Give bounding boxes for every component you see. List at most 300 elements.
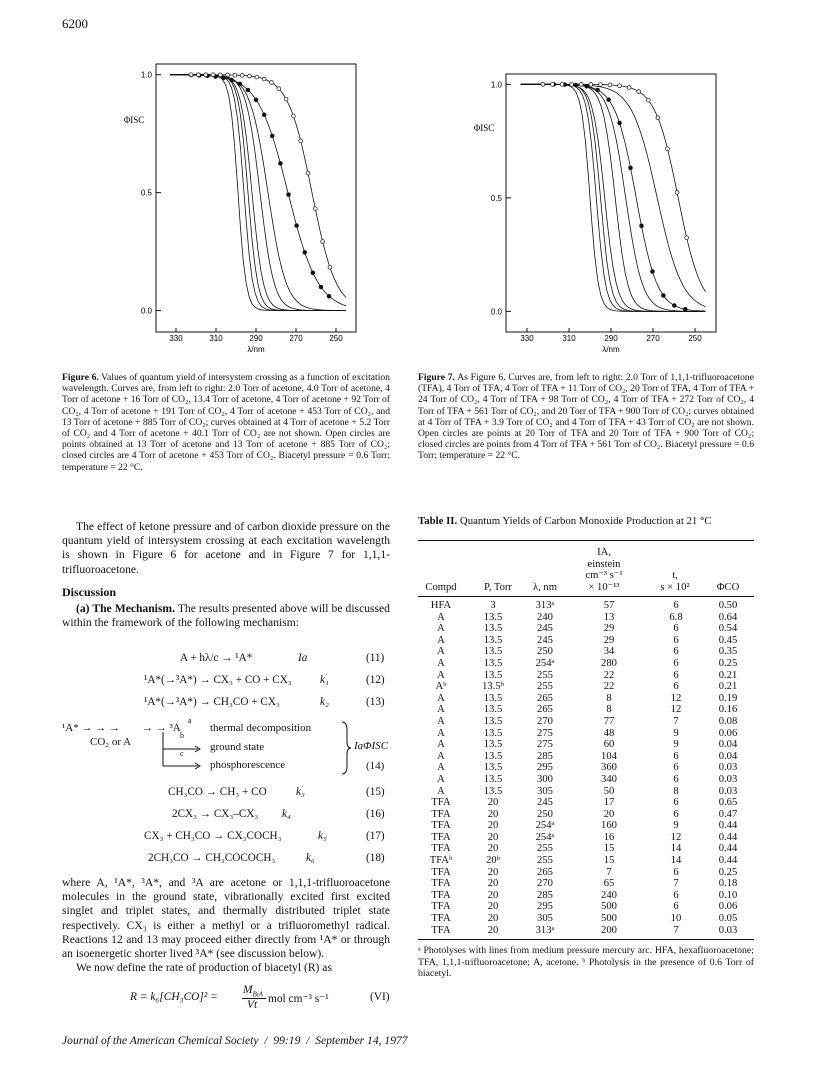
table-cell: TFA (431, 831, 451, 843)
open-circle-point (306, 171, 310, 175)
eq-number-17: (17) (366, 830, 385, 842)
eq-number-18: (18) (366, 852, 385, 864)
table-row (418, 901, 754, 913)
table-header-wavelength: λ, nm (533, 582, 557, 593)
table-cell: 0.25 (718, 866, 738, 878)
table-cell: 7 (606, 866, 612, 878)
table-cell: 13.5 (483, 692, 503, 704)
figure-7-caption-text: As Figure 6. Curves are, from left to right: 2.0 Torr of 1,1,1-trifluoroacetone (TFA), 4 Torr of TFA, 4 Torr of TFA + 11 Torr of CO₂, 20 Torr of TFA, 4 Torr of TFA + 24 Torr of CO₂, 4 Torr of TFA + 98 Torr of CO₂, 4 Torr of TFA + 272 Torr of CO₂, 4 Torr of TFA + 561 Torr of CO₂, and 20 Torr of TFA + 900 Torr of CO₂; curves obtained at 4 Torr of TFA + 3.9 Torr of CO₂ and 4 Torr of TFA + 43 Torr of CO₂ are not shown. Open circles are points at 20 Torr of TFA and 20 Torr of TFA + 900 Torr of CO₂; closed circles are points from 4 Torr of TFA + 561 Torr of CO₂. Biacetyl pressure = 0.6 Torr; temperature = 22 °C. (418, 372, 754, 462)
table-cell: 12 (670, 831, 682, 843)
table-cell: TFAᵇ (429, 855, 453, 867)
table-cell: 50 (603, 785, 615, 797)
table-cell: 13.5 (483, 785, 503, 797)
table-cell: 6 (673, 797, 679, 809)
eq-number-11: (11) (366, 652, 385, 664)
table-cell: A (437, 785, 445, 797)
table-cell: 0.65 (718, 797, 738, 809)
rate-18: k₆ (306, 852, 315, 864)
table-cell: 13.5 (483, 657, 503, 669)
closed-circle-point (278, 161, 282, 165)
table-header-IA: IA, einstein cm⁻³ s⁻¹ × 10⁻¹³ (585, 547, 623, 593)
table-header-phico: ΦCO (716, 582, 740, 593)
table-cell: 0.05 (718, 913, 738, 925)
table-row (418, 843, 754, 855)
table-row (418, 890, 754, 902)
table-row (418, 658, 754, 670)
intro-paragraph: The effect of ketone pressure and of carbon dioxide pressure on the quantum yield of intersystem crossing at each excitation wavelength is shown in Figure 6 for acetone and in Figure 7 for 1,1,1-trifluoroacetone. (62, 520, 390, 576)
open-circle-point (321, 240, 325, 244)
table-cell: 0.44 (718, 843, 738, 855)
curve-line (521, 84, 706, 311)
table-cell: 6 (673, 657, 679, 669)
table-cell: 160 (601, 820, 617, 832)
table-cell: 0.25 (718, 657, 738, 669)
open-circle-point (328, 265, 332, 269)
table-title-text: Quantum Yields of Carbon Monoxide Production at 21 °C (459, 515, 712, 527)
closed-circle-point (618, 121, 622, 125)
table-header-t: t, s × 10² (660, 570, 690, 593)
intro-section (62, 520, 390, 577)
table-cell: TFA (431, 797, 451, 809)
open-circle-point (675, 190, 679, 194)
figure-6 (118, 58, 368, 364)
open-circle-point (262, 77, 266, 81)
table-cell: 20 (487, 913, 499, 925)
table-cell: 20 (487, 797, 499, 809)
table-cell: 20 (487, 866, 499, 878)
table-row (418, 704, 754, 716)
table-cell: 0.03 (718, 785, 738, 797)
y-tick-label: 0.5 (490, 193, 502, 203)
table-cell: 295 (537, 901, 553, 913)
closed-circle-point (629, 166, 633, 170)
mechanism-text: The results presented above will be discussed within the framework of the following mechanism: (62, 602, 390, 630)
table-row (418, 925, 754, 937)
table-cell: 254ᵃ (535, 820, 555, 832)
table-cell: 60 (603, 739, 615, 751)
table-cell: 0.08 (718, 715, 738, 727)
x-tick-label: 290 (249, 334, 263, 343)
closed-circle-point (222, 76, 226, 80)
table-cell: 0.47 (718, 808, 738, 820)
table-cell: 22 (603, 669, 615, 681)
closed-circle-point (238, 82, 242, 86)
figure-6-caption-label: Figure 6. (62, 372, 99, 383)
table-cell: A (437, 762, 445, 774)
table-cell: A (437, 669, 445, 681)
table-cell: 0.44 (718, 831, 738, 843)
table-row (418, 646, 754, 658)
table-cell: 13.5 (483, 739, 503, 751)
table-cell: 20 (487, 901, 499, 913)
table-cell: 29 (603, 623, 615, 635)
closed-circle-point (651, 270, 655, 274)
table-cell: 9 (673, 820, 679, 832)
table-cell: 77 (603, 715, 615, 727)
open-circle-point (270, 81, 274, 85)
closed-circle-point (327, 294, 331, 298)
curve-line (170, 75, 346, 306)
open-circle-point (233, 73, 237, 77)
figure-7 (470, 70, 728, 366)
table-cell: A (437, 750, 445, 762)
curve-line (521, 84, 706, 311)
open-circle-point (598, 83, 602, 87)
table-cell: 9 (673, 739, 679, 751)
table-cell: 13.5 (483, 611, 503, 623)
table-cell: 0.21 (718, 669, 738, 681)
closed-circle-point (295, 224, 299, 228)
table-cell: 265 (537, 704, 553, 716)
table-header-rule (418, 596, 754, 597)
table-cell: 10 (670, 913, 682, 925)
equation-VI (130, 984, 392, 1012)
scheme-label-c: c (180, 749, 184, 758)
table-cell: TFA (431, 808, 451, 820)
table-cell: 313ᵃ (535, 924, 555, 936)
table-cell: 245 (537, 797, 553, 809)
table-cell: 295 (537, 762, 553, 774)
table-cell: 0.44 (718, 820, 738, 832)
table-cell: 340 (601, 773, 617, 785)
table-cell: 0.06 (718, 727, 738, 739)
table-cell: 13.5 (483, 669, 503, 681)
open-circle-point (291, 114, 295, 118)
open-circle-point (248, 74, 252, 78)
table-cell: 0.54 (718, 623, 738, 635)
table-cell: 20 (603, 808, 615, 820)
open-circle-point (299, 139, 303, 143)
closed-circle-point (640, 224, 644, 228)
table-row (418, 762, 754, 774)
mechanism-section (62, 602, 390, 630)
table-cell: A (437, 773, 445, 785)
table-cell: 6.8 (669, 611, 683, 623)
table-row (418, 728, 754, 740)
eq-number-15: (15) (366, 786, 385, 798)
rate-12: k₁ (320, 674, 329, 686)
table-cell: 14 (670, 843, 682, 855)
table-cell: 16 (603, 831, 615, 843)
table-cell: 280 (601, 657, 617, 669)
figure-7-caption-label: Figure 7. (418, 372, 455, 383)
curve-line (170, 75, 346, 311)
table-cell: TFA (431, 878, 451, 890)
curve-line (170, 75, 346, 311)
curve-line (521, 84, 706, 311)
table-cell: 0.03 (718, 773, 738, 785)
curve-line (170, 75, 346, 311)
table-cell: 245 (537, 623, 553, 635)
table-cell: A (437, 634, 445, 646)
closed-circle-point (672, 304, 676, 308)
define-paragraph: We now define the rate of production of biacetyl (R) as (76, 961, 332, 975)
open-circle-point (608, 83, 612, 87)
eq-VI-denominator: Vt (247, 999, 258, 1011)
table-row (418, 751, 754, 763)
x-tick-label: 290 (604, 334, 618, 343)
y-tick-label: 1.0 (490, 80, 502, 90)
table-top-rule (418, 540, 754, 541)
open-circle-point (570, 82, 574, 86)
x-tick-label: 310 (209, 334, 223, 343)
table-cell: 104 (601, 750, 617, 762)
table-cell: 500 (601, 913, 617, 925)
open-circle-point (560, 82, 564, 86)
open-circle-point (226, 73, 230, 77)
x-axis-label: λ/nm (247, 345, 265, 354)
table-cell: 254ᵃ (535, 657, 555, 669)
table-cell: A (437, 739, 445, 751)
closed-circle-point (683, 307, 687, 311)
rate-16: k₄ (282, 808, 291, 820)
table-row (418, 786, 754, 798)
y-tick-label: 0.0 (490, 307, 502, 317)
table-cell: 250 (537, 808, 553, 820)
table-title (418, 515, 754, 527)
closed-circle-point (246, 88, 250, 92)
table-cell: 0.04 (718, 739, 738, 751)
curve-line (170, 75, 346, 311)
table-cell: A (437, 692, 445, 704)
eq-number-16: (16) (366, 808, 385, 820)
curve-line (170, 75, 346, 298)
eq-number-13: (13) (366, 696, 385, 708)
table-cell: A (437, 623, 445, 635)
table-cell: 0.64 (718, 611, 738, 623)
table-cell: 6 (673, 669, 679, 681)
table-cell: A (437, 704, 445, 716)
table-cell: 13.5 (483, 715, 503, 727)
open-circle-point (218, 73, 222, 77)
curve-line (521, 84, 706, 311)
table-cell: 0.19 (718, 692, 738, 704)
equation-17: CX₃ + CH₃CO → CX₃COCH₃ (144, 830, 282, 842)
table-cell: A (437, 611, 445, 623)
plot-frame (506, 74, 716, 332)
table-cell: 265 (537, 692, 553, 704)
table-cell: 20 (487, 878, 499, 890)
table-cell: 6 (673, 762, 679, 774)
closed-circle-point (661, 294, 665, 298)
table-row (418, 878, 754, 890)
table-cell: 0.18 (718, 878, 738, 890)
x-tick-label: 270 (646, 334, 660, 343)
table-cell: 13.5 (483, 773, 503, 785)
closed-circle-point (287, 193, 291, 197)
y-axis-label: ΦISC (473, 122, 495, 133)
table-cell: 6 (673, 623, 679, 635)
table-cell: 8 (673, 785, 679, 797)
table-cell: 0.06 (718, 901, 738, 913)
table-cell: TFA (431, 913, 451, 925)
open-circle-point (589, 83, 593, 87)
table-cell: 285 (537, 889, 553, 901)
table-cell: 13 (603, 611, 615, 623)
table-row (418, 600, 754, 612)
equation-12: ¹A*(→³A*) → CX₃ + CO + CX₃ (144, 674, 292, 686)
open-circle-point (551, 82, 555, 86)
open-circle-point (313, 207, 317, 211)
table-cell: 20 (487, 808, 499, 820)
x-tick-label: 250 (688, 334, 702, 343)
closed-circle-point (596, 88, 600, 92)
open-circle-point (646, 98, 650, 102)
rate-15: k₃ (296, 786, 305, 798)
eq-VI-unit: mol cm⁻³ s⁻¹ (268, 993, 329, 1005)
y-tick-label: 1.0 (140, 70, 152, 80)
open-circle-point (255, 75, 259, 79)
scheme-mid: → → ³A (142, 722, 181, 734)
table-row (418, 820, 754, 832)
equation-16: 2CX₃ → CX₃–CX₃ (172, 808, 259, 820)
table-body (418, 600, 754, 936)
figure-7-caption (418, 372, 754, 462)
table-cell: 254ᵃ (535, 831, 555, 843)
table-cell: 15 (603, 855, 615, 867)
table-cell: 65 (603, 878, 615, 890)
table-cell: 13.5 (483, 704, 503, 716)
table-cell: TFA (431, 924, 451, 936)
table-header (418, 547, 754, 595)
table-cell: 270 (537, 715, 553, 727)
table-cell: 7 (673, 924, 679, 936)
table-cell: 13.5 (483, 727, 503, 739)
table-cell: TFA (431, 820, 451, 832)
table-cell: 12 (670, 704, 682, 716)
table-row (418, 681, 754, 693)
equation-11: A + hλ/c → ¹A* (180, 652, 253, 664)
table-cell: 20 (487, 820, 499, 832)
eq-VI-numerator: $M_{BiA}$ (243, 984, 263, 999)
open-circle-point (656, 116, 660, 120)
table-cell: 240 (537, 611, 553, 623)
open-circle-point (211, 73, 215, 77)
scheme-14 (62, 718, 392, 780)
table-row (418, 774, 754, 786)
table-cell: 20 (487, 924, 499, 936)
closed-circle-point (230, 78, 234, 82)
table-cell: 9 (673, 727, 679, 739)
table-row (418, 809, 754, 821)
table-cell: TFA (431, 901, 451, 913)
open-circle-point (189, 73, 193, 77)
table-cell: 0.16 (718, 704, 738, 716)
table-cell: 29 (603, 634, 615, 646)
closed-circle-point (254, 98, 258, 102)
curve-line (521, 84, 706, 311)
x-tick-label: 270 (289, 334, 303, 343)
curve-line (521, 84, 706, 311)
table-cell: 285 (537, 750, 553, 762)
open-circle-point (666, 147, 670, 151)
table-cell: TFA (431, 889, 451, 901)
figure-6-caption (62, 372, 390, 473)
table-title-label: Table II. (418, 515, 458, 527)
table-cell: 6 (673, 889, 679, 901)
figure-6-caption-text: Values of quantum yield of intersystem crossing as a function of excitation wavelength. Curves are, from left to right: 2.0 Torr of acetone, 4.0 Torr of acetone, 4 Torr of acetone + 16 Torr of CO₂, 13.4 Torr of acetone, 4 Torr of acetone + 92 Torr of CO₂, 4 Torr of acetone + 191 Torr of CO₂, 4 Torr of acetone + 453 Torr of CO₂, and 13 Torr of acetone + 885 Torr of CO₂; curves obtained at 4 Torr of acetone + 5.2 Torr of CO₂ and 4 Torr of acetone + 40.1 Torr of CO₂ are not shown. Open circles are points obtained at 13 Torr of acetone and 13 Torr of acetone + 885 Torr of CO₂; closed circles are 4 Torr of acetone + 453 Torr of CO₂. Biacetyl pressure = 0.6 Torr; temperature = 22 °C. (62, 372, 390, 473)
open-circle-point (627, 86, 631, 90)
table-header-pressure: P, Torr (484, 582, 512, 593)
table-cell: 0.03 (718, 762, 738, 774)
table-row (418, 693, 754, 705)
table-cell: 20 (487, 843, 499, 855)
table-cell: 6 (673, 808, 679, 820)
table-row (418, 716, 754, 728)
table-cell: 255 (537, 669, 553, 681)
eq-number-VI: (VI) (370, 991, 390, 1003)
page-number: 6200 (62, 16, 88, 31)
where-section (62, 876, 390, 975)
scheme-rate: IaΦISC (354, 740, 389, 752)
y-tick-label: 0.0 (140, 306, 152, 316)
table-cell: 275 (537, 739, 553, 751)
scheme-collider: CO₂ or A (90, 736, 132, 748)
curve-line (521, 84, 706, 311)
table-cell: 255 (537, 681, 553, 693)
x-tick-label: 330 (169, 334, 183, 343)
open-circle-point (204, 73, 208, 77)
table-cell: 8 (606, 692, 612, 704)
table-cell: 48 (603, 727, 615, 739)
scheme-branch-lines (162, 728, 204, 770)
table-row (418, 855, 754, 867)
journal-footer: Journal of the American Chemical Society / 99:19 / September 14, 1977 (62, 1034, 408, 1047)
table-cell: 305 (537, 785, 553, 797)
table-cell: 13.5 (483, 762, 503, 774)
table-cell: A (437, 727, 445, 739)
scheme-label-a: a (188, 716, 192, 725)
table-cell: TFA (431, 866, 451, 878)
table-cell: 13.5 (483, 646, 503, 658)
table-cell: 13.5ᵇ (482, 681, 504, 693)
open-circle-point (541, 82, 545, 86)
table-cell: 0.10 (718, 889, 738, 901)
mechanism-heading: (a) The Mechanism. (76, 602, 175, 615)
curve-line (521, 84, 706, 291)
table-bottom-rule (418, 939, 754, 940)
table-cell: A (437, 657, 445, 669)
data-table (418, 600, 754, 936)
rate-17: k₅ (318, 830, 327, 842)
equation-15: CH₃CO → CH₃ + CO (168, 786, 267, 798)
scheme-label-b: b (180, 731, 184, 740)
table-cell: 0.03 (718, 924, 738, 936)
table-row (418, 635, 754, 647)
rate-13: k₂ (320, 696, 329, 708)
table-cell: 13.5 (483, 623, 503, 635)
closed-circle-point (270, 134, 274, 138)
open-circle-point (685, 236, 689, 240)
scheme-branch-c: phosphorescence (210, 759, 286, 771)
table-cell: 250 (537, 646, 553, 658)
mechanism-paragraph (62, 602, 390, 630)
table-cell: 0.21 (718, 681, 738, 693)
table-row (418, 797, 754, 809)
table-cell: 265 (537, 866, 553, 878)
table-cell: 0.35 (718, 646, 738, 658)
open-circle-point (240, 74, 244, 78)
table-row (418, 612, 754, 624)
table-cell: 313ᵃ (535, 600, 555, 611)
table-cell: 0.45 (718, 634, 738, 646)
table-cell: 275 (537, 727, 553, 739)
table-cell: 6 (673, 901, 679, 913)
table-cell: 6 (673, 600, 679, 611)
table-cell: 13.5 (483, 634, 503, 646)
eq-number-14: (14) (366, 760, 385, 772)
table-row (418, 832, 754, 844)
